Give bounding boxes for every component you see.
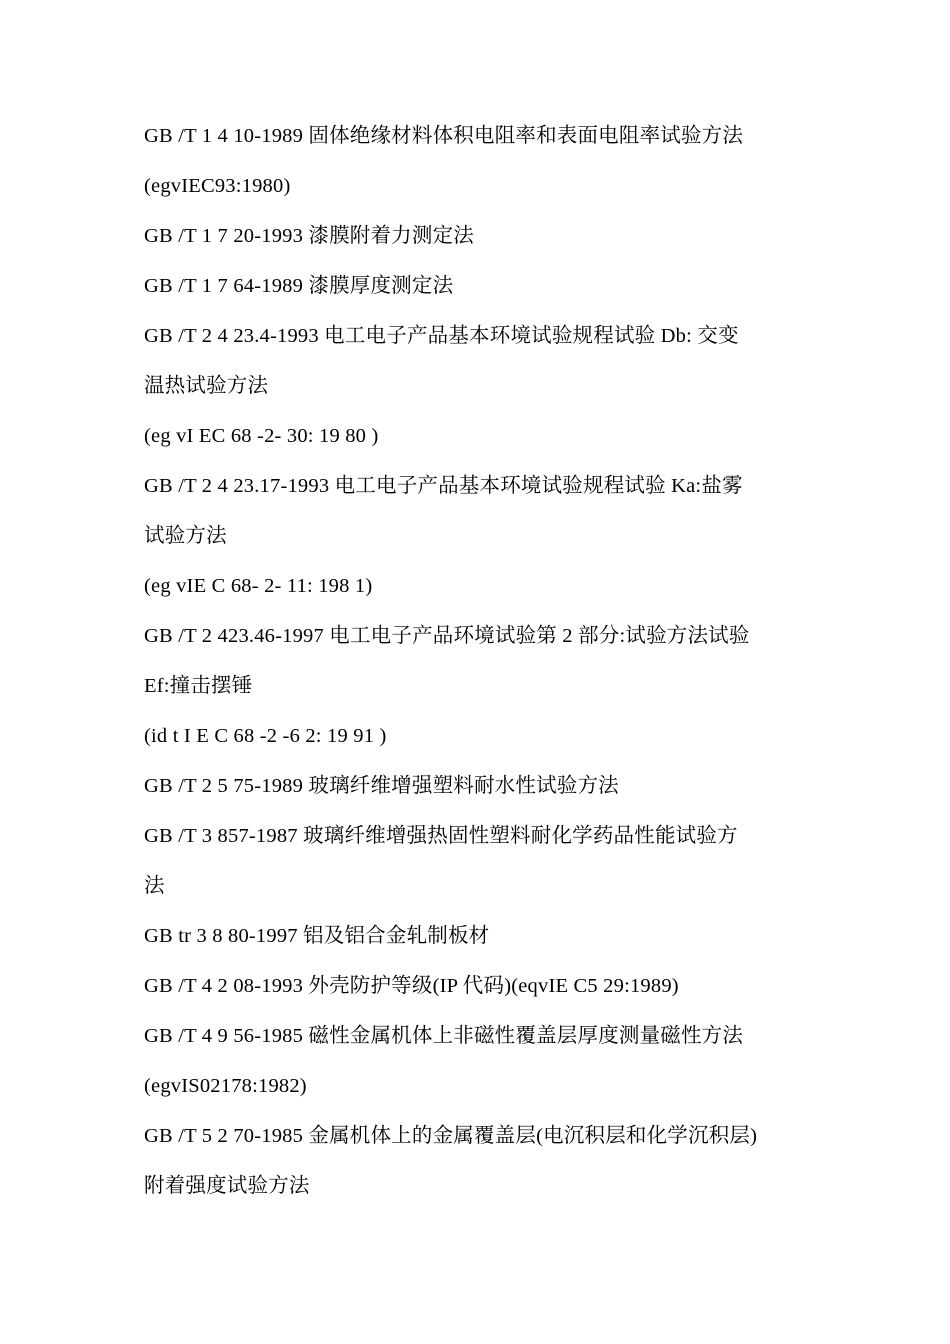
text-line: 试验方法 xyxy=(144,525,227,547)
text-line: GB /T 1 4 10-1989 固体绝缘材料体积电阻率和表面电阻率试验方法 xyxy=(144,125,744,147)
text-line: GB /T 5 2 70-1985 金属机体上的金属覆盖层(电沉积层和化学沉积层) xyxy=(144,1125,758,1147)
text-line: GB /T 2 5 75-1989 玻璃纤维增强塑料耐水性试验方法 xyxy=(144,775,619,797)
text-line: (egvIEC93:1980) xyxy=(144,175,291,197)
text-line: GB /T 2 4 23.17-1993 电工电子产品基本环境试验规程试验 Ka:盐雾 xyxy=(144,475,743,497)
text-line: GB /T 2 423.46-1997 电工电子产品环境试验第 2 部分:试验方法试验 xyxy=(144,625,750,647)
text-line: 温热试验方法 xyxy=(144,375,269,397)
text-line: (id t I E C 68 -2 -6 2: 19 91 ) xyxy=(144,725,387,747)
text-line: Ef:撞击摆锤 xyxy=(144,675,253,697)
text-line: 法 xyxy=(144,875,165,897)
text-line: (eg vIE C 68- 2- 11: 198 1) xyxy=(144,575,373,597)
text-line: GB /T 2 4 23.4-1993 电工电子产品基本环境试验规程试验 Db: 交变 xyxy=(144,325,739,347)
text-line: GB /T 3 857-1987 玻璃纤维增强热固性塑料耐化学药品性能试验方 xyxy=(144,825,738,847)
text-line: GB tr 3 8 80-1997 铝及铝合金轧制板材 xyxy=(144,925,490,947)
text-line: 附着强度试验方法 xyxy=(144,1175,310,1197)
text-line: GB /T 1 7 64-1989 漆膜厚度测定法 xyxy=(144,275,454,297)
text-line: GB /T 1 7 20-1993 漆膜附着力测定法 xyxy=(144,225,474,247)
text-line: GB /T 4 2 08-1993 外壳防护等级(IP 代码)(eqvIE C5 29:1989) xyxy=(144,975,679,997)
standards-list xyxy=(144,111,824,1211)
text-line: (egvIS02178:1982) xyxy=(144,1075,307,1097)
text-line: GB /T 4 9 56-1985 磁性金属机体上非磁性覆盖层厚度测量磁性方法 xyxy=(144,1025,744,1047)
text-line: (eg vI EC 68 -2- 30: 19 80 ) xyxy=(144,425,379,447)
